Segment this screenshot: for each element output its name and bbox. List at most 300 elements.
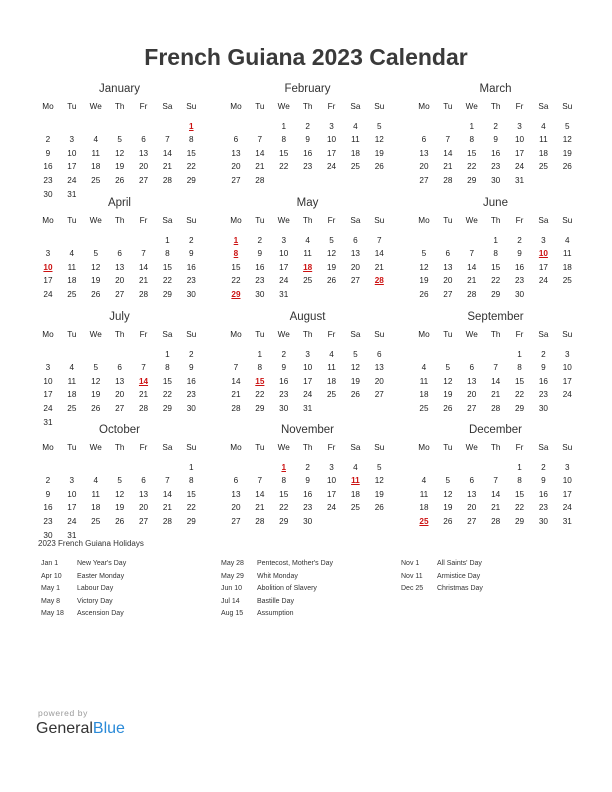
day-cell: 13 — [374, 363, 384, 373]
day-cell: 4 — [421, 363, 427, 373]
day-cell: 11 — [539, 135, 548, 145]
holiday-row — [41, 558, 126, 571]
day-cell: 28 — [491, 516, 501, 526]
day-cell: 5 — [421, 249, 427, 259]
day-cell: 16 — [491, 148, 501, 158]
day-cell: 22 — [186, 162, 196, 172]
weekday-header: Mo — [230, 443, 242, 452]
empty-cell — [460, 234, 484, 248]
weekday-header: Th — [490, 443, 501, 452]
day-cell: 8 — [165, 249, 170, 259]
day-cell: 21 — [374, 262, 384, 272]
day-cell: 16 — [538, 376, 548, 386]
day-cell: 8 — [281, 135, 286, 145]
empty-cell — [224, 120, 248, 134]
weekday-header: Su — [562, 102, 573, 111]
day-cell: 2 — [281, 349, 286, 359]
day-cell: 4 — [305, 235, 310, 245]
day-cell: 24 — [279, 276, 289, 286]
weekday-header: Th — [302, 330, 313, 339]
month-april — [36, 196, 203, 302]
day-cell: 28 — [467, 289, 477, 299]
empty-cell — [132, 120, 156, 134]
day-cell: 1 — [165, 235, 170, 245]
day-cell: 16 — [514, 262, 525, 272]
day-cell: 28 — [491, 403, 501, 413]
day-cell: 25 — [419, 403, 429, 413]
day-cell: 19 — [115, 503, 125, 513]
holiday-name: Abolition of Slavery — [257, 585, 317, 593]
holiday-day: 1 — [281, 462, 286, 472]
day-cell: 31 — [67, 189, 77, 199]
day-cell: 5 — [445, 476, 451, 486]
day-cell: 3 — [541, 235, 546, 245]
day-cell: 26 — [350, 390, 360, 400]
weekday-header: Mo — [418, 102, 430, 111]
day-cell: 9 — [493, 135, 498, 145]
weekday-header: We — [277, 330, 290, 339]
weekday-header: Sa — [538, 330, 549, 339]
day-cell: 11 — [419, 489, 429, 499]
month-days-grid — [224, 441, 391, 529]
weekday-header: Su — [374, 330, 385, 339]
day-cell: 8 — [257, 363, 263, 373]
month-days-grid — [412, 214, 579, 302]
day-cell: 16 — [279, 376, 289, 386]
day-cell: 3 — [69, 135, 75, 145]
day-cell: 5 — [117, 476, 122, 486]
day-cell: 14 — [255, 489, 265, 499]
empty-cell — [436, 234, 460, 248]
day-cell: 2 — [517, 235, 522, 245]
weekday-header: Fr — [327, 102, 336, 111]
weekday-header: Th — [114, 443, 125, 452]
powered-by-text: powered by — [38, 708, 88, 718]
weekday-header: Sa — [162, 102, 173, 111]
day-cell: 14 — [467, 262, 477, 272]
holiday-row — [41, 596, 126, 609]
day-cell: 7 — [445, 135, 451, 145]
day-cell: 1 — [469, 121, 474, 131]
day-cell: 13 — [443, 262, 453, 272]
day-cell: 15 — [514, 376, 525, 386]
day-cell: 28 — [255, 516, 265, 526]
day-cell: 24 — [562, 503, 572, 513]
weekday-header: We — [277, 216, 290, 225]
day-cell: 17 — [326, 148, 337, 158]
day-cell: 19 — [91, 276, 101, 286]
holiday-row — [41, 608, 126, 621]
day-cell: 1 — [189, 462, 194, 472]
day-cell: 4 — [421, 476, 427, 486]
holidays-title: 2023 French Guiana Holidays — [38, 539, 144, 548]
day-cell: 25 — [326, 390, 337, 400]
weekday-header: Fr — [139, 443, 148, 452]
day-cell: 20 — [419, 162, 429, 172]
weekday-header: Tu — [443, 216, 453, 225]
day-cell: 16 — [186, 376, 196, 386]
day-cell: 24 — [562, 390, 572, 400]
day-cell: 4 — [93, 135, 98, 145]
day-cell: 13 — [115, 262, 125, 272]
day-cell: 29 — [514, 516, 525, 526]
day-cell: 14 — [491, 376, 501, 386]
day-cell: 22 — [467, 162, 477, 172]
day-cell: 22 — [514, 390, 525, 400]
day-cell: 21 — [162, 503, 172, 513]
day-cell: 9 — [257, 249, 263, 259]
day-cell: 23 — [255, 276, 265, 286]
weekday-header: Sa — [162, 443, 173, 452]
day-cell: 16 — [538, 489, 548, 499]
day-cell: 17 — [67, 503, 77, 513]
day-cell: 6 — [141, 476, 146, 486]
day-cell: 26 — [374, 162, 384, 172]
weekday-header: Mo — [230, 216, 242, 225]
day-cell: 14 — [491, 489, 501, 499]
day-cell: 15 — [186, 489, 196, 499]
logo-general: General — [36, 720, 93, 737]
day-cell: 20 — [115, 276, 125, 286]
day-cell: 27 — [115, 289, 125, 299]
day-cell: 10 — [67, 489, 77, 499]
empty-cell — [108, 120, 132, 134]
day-cell: 25 — [67, 403, 77, 413]
day-cell: 19 — [443, 390, 453, 400]
month-february — [224, 82, 391, 188]
holiday-day: 10 — [538, 249, 548, 259]
day-cell: 2 — [257, 235, 263, 245]
day-cell: 9 — [281, 363, 286, 373]
month-days-grid — [36, 100, 203, 201]
day-cell: 29 — [467, 175, 477, 185]
month-name: June — [483, 197, 508, 209]
day-cell: 20 — [443, 276, 453, 286]
day-cell: 24 — [67, 175, 77, 185]
day-cell: 21 — [162, 162, 172, 172]
empty-cell — [412, 348, 436, 362]
day-cell: 6 — [117, 363, 122, 373]
generalblue-logo[interactable] — [36, 720, 125, 738]
empty-cell — [132, 348, 156, 362]
day-cell: 4 — [541, 121, 546, 131]
day-cell: 12 — [443, 376, 453, 386]
weekday-header: We — [89, 443, 102, 452]
weekday-header: Tu — [67, 443, 77, 452]
day-cell: 20 — [350, 262, 360, 272]
month-march — [412, 82, 579, 188]
day-cell: 13 — [138, 148, 149, 158]
weekday-header: Mo — [418, 330, 430, 339]
weekday-header: We — [89, 330, 102, 339]
month-days-grid — [224, 328, 391, 416]
day-cell: 4 — [353, 121, 358, 131]
day-cell: 18 — [91, 162, 101, 172]
day-cell: 30 — [43, 530, 53, 540]
day-cell: 12 — [562, 135, 572, 145]
weekday-header: Su — [374, 102, 385, 111]
month-days-grid — [412, 441, 579, 529]
empty-cell — [60, 461, 84, 475]
day-cell: 4 — [93, 476, 98, 486]
holiday-date: Nov 1 — [401, 560, 420, 567]
weekday-header: Mo — [42, 102, 54, 111]
day-cell: 25 — [350, 503, 360, 513]
day-cell: 12 — [115, 148, 125, 158]
day-cell: 17 — [562, 376, 572, 386]
month-november — [224, 423, 391, 529]
day-cell: 20 — [231, 162, 241, 172]
day-cell: 12 — [374, 135, 384, 145]
day-cell: 23 — [303, 503, 313, 513]
day-cell: 2 — [305, 462, 310, 472]
day-cell: 5 — [445, 363, 451, 373]
day-cell: 18 — [67, 390, 77, 400]
day-cell: 21 — [467, 276, 477, 286]
weekday-header: We — [465, 216, 478, 225]
day-cell: 26 — [326, 276, 337, 286]
day-cell: 13 — [231, 148, 241, 158]
holiday-date: Dec 25 — [401, 585, 424, 593]
day-cell: 27 — [350, 276, 360, 286]
day-cell: 2 — [189, 349, 194, 359]
day-cell: 31 — [279, 289, 289, 299]
empty-cell — [412, 234, 436, 248]
day-cell: 23 — [43, 516, 53, 526]
day-cell: 3 — [329, 121, 334, 131]
empty-cell — [436, 461, 460, 475]
holiday-date: May 8 — [41, 597, 61, 605]
day-cell: 28 — [138, 289, 149, 299]
day-cell: 30 — [43, 189, 53, 199]
day-cell: 26 — [562, 162, 572, 172]
empty-cell — [36, 234, 60, 248]
day-cell: 30 — [186, 289, 196, 299]
holiday-name: Victory Day — [77, 597, 113, 605]
day-cell: 19 — [419, 276, 429, 286]
day-cell: 2 — [305, 121, 310, 131]
day-cell: 28 — [162, 516, 172, 526]
holiday-date: May 29 — [221, 572, 244, 580]
day-cell: 22 — [162, 276, 172, 286]
day-cell: 27 — [231, 516, 241, 526]
day-cell: 22 — [279, 503, 289, 513]
day-cell: 29 — [279, 516, 289, 526]
weekday-header: Sa — [350, 443, 361, 452]
day-cell: 21 — [255, 503, 265, 513]
day-cell: 22 — [514, 503, 525, 513]
day-cell: 11 — [67, 376, 77, 386]
day-cell: 3 — [565, 462, 570, 472]
day-cell: 29 — [186, 516, 196, 526]
weekday-header: We — [465, 330, 478, 339]
weekday-header: We — [277, 443, 290, 452]
holiday-name: Pentecost, Mother's Day — [257, 560, 334, 567]
day-cell: 7 — [165, 476, 170, 486]
day-cell: 2 — [493, 121, 498, 131]
day-cell: 25 — [67, 289, 77, 299]
day-cell: 10 — [562, 363, 572, 373]
day-cell: 23 — [538, 503, 548, 513]
month-january — [36, 82, 203, 201]
day-cell: 2 — [189, 235, 194, 245]
weekday-header: Mo — [230, 330, 242, 339]
day-cell: 3 — [517, 121, 522, 131]
day-cell: 21 — [231, 390, 241, 400]
day-cell: 8 — [281, 476, 286, 486]
month-days-grid — [412, 328, 579, 416]
month-december — [412, 423, 579, 529]
day-cell: 7 — [469, 249, 474, 259]
day-cell: 16 — [303, 489, 313, 499]
empty-cell — [36, 461, 60, 475]
weekday-header: Sa — [162, 330, 173, 339]
holiday-row — [221, 583, 333, 596]
day-cell: 1 — [281, 121, 286, 131]
day-cell: 25 — [350, 162, 360, 172]
empty-cell — [436, 120, 460, 134]
holiday-name: Armistice Day — [437, 572, 481, 580]
empty-cell — [132, 461, 156, 475]
weekday-header: Fr — [515, 102, 524, 111]
holiday-date: May 18 — [41, 610, 64, 618]
day-cell: 9 — [45, 489, 51, 499]
day-cell: 29 — [162, 403, 172, 413]
day-cell: 30 — [279, 403, 289, 413]
day-cell: 11 — [419, 376, 429, 386]
day-cell: 26 — [115, 175, 125, 185]
holiday-date: Nov 11 — [401, 572, 423, 580]
day-cell: 12 — [419, 262, 429, 272]
weekday-header: Fr — [327, 216, 336, 225]
day-cell: 14 — [443, 148, 453, 158]
month-name: November — [280, 424, 335, 436]
empty-cell — [84, 120, 108, 134]
day-cell: 29 — [255, 403, 265, 413]
day-cell: 28 — [255, 175, 265, 185]
day-cell: 6 — [469, 363, 474, 373]
month-days-grid — [224, 100, 391, 188]
day-cell: 5 — [93, 363, 98, 373]
day-cell: 25 — [538, 162, 548, 172]
holiday-name: Assumption — [257, 610, 294, 618]
day-cell: 9 — [541, 363, 546, 373]
day-cell: 12 — [443, 489, 453, 499]
day-cell: 6 — [445, 249, 451, 259]
weekday-header: We — [89, 216, 102, 225]
weekday-header: Su — [374, 216, 385, 225]
day-cell: 4 — [69, 249, 75, 259]
day-cell: 13 — [138, 489, 149, 499]
holiday-row — [401, 583, 483, 596]
holiday-name: Bastille Day — [257, 597, 294, 605]
weekday-header: Sa — [538, 443, 549, 452]
month-name: May — [296, 197, 319, 209]
holiday-row — [221, 558, 333, 571]
day-cell: 9 — [189, 249, 194, 259]
empty-cell — [412, 461, 436, 475]
day-cell: 26 — [419, 289, 429, 299]
empty-cell — [248, 120, 272, 134]
day-cell: 28 — [162, 175, 172, 185]
day-cell: 24 — [326, 503, 337, 513]
holiday-date: May 28 — [221, 560, 244, 567]
holiday-day: 18 — [303, 262, 313, 272]
month-name: July — [109, 311, 130, 323]
empty-cell — [84, 234, 108, 248]
holiday-day: 10 — [43, 262, 53, 272]
day-cell: 19 — [374, 148, 384, 158]
day-cell: 31 — [562, 516, 572, 526]
day-cell: 6 — [233, 476, 239, 486]
weekday-header: Sa — [162, 216, 173, 225]
empty-cell — [36, 348, 60, 362]
day-cell: 12 — [326, 249, 337, 259]
day-cell: 5 — [353, 349, 358, 359]
weekday-header: Fr — [139, 216, 148, 225]
weekday-header: Th — [114, 102, 125, 111]
weekday-header: Sa — [350, 102, 361, 111]
day-cell: 23 — [279, 390, 289, 400]
day-cell: 11 — [303, 249, 312, 259]
weekday-header: Su — [374, 443, 385, 452]
holiday-name: Christmas Day — [437, 585, 483, 593]
weekday-header: Tu — [67, 102, 77, 111]
weekday-header: Sa — [538, 102, 549, 111]
day-cell: 29 — [186, 175, 196, 185]
holiday-date: May 1 — [41, 585, 61, 593]
weekday-header: Su — [562, 443, 573, 452]
day-cell: 3 — [329, 462, 334, 472]
holiday-date: Aug 15 — [221, 610, 244, 618]
day-cell: 2 — [541, 462, 546, 472]
month-name: January — [99, 83, 140, 95]
day-cell: 3 — [281, 235, 286, 245]
day-cell: 19 — [350, 376, 360, 386]
day-cell: 3 — [69, 476, 75, 486]
day-cell: 26 — [115, 516, 125, 526]
day-cell: 9 — [45, 148, 51, 158]
holiday-day: 14 — [138, 376, 149, 386]
day-cell: 9 — [517, 249, 522, 259]
month-name: August — [289, 311, 326, 323]
day-cell: 19 — [562, 148, 572, 158]
day-cell: 25 — [91, 175, 101, 185]
empty-cell — [460, 348, 484, 362]
day-cell: 30 — [186, 403, 196, 413]
day-cell: 20 — [115, 390, 125, 400]
day-cell: 5 — [565, 121, 570, 131]
weekday-header: Tu — [255, 330, 265, 339]
day-cell: 18 — [419, 390, 429, 400]
weekday-header: Th — [302, 443, 313, 452]
empty-cell — [108, 234, 132, 248]
day-cell: 15 — [279, 489, 289, 499]
day-cell: 6 — [421, 135, 427, 145]
month-may — [224, 196, 391, 302]
weekday-header: Sa — [350, 216, 361, 225]
month-days-grid — [36, 214, 203, 302]
day-cell: 26 — [443, 403, 453, 413]
day-cell: 21 — [443, 162, 453, 172]
weekday-header: Fr — [515, 443, 524, 452]
day-cell: 2 — [45, 135, 51, 145]
day-cell: 7 — [233, 363, 239, 373]
day-cell: 17 — [43, 390, 53, 400]
day-cell: 2 — [541, 349, 546, 359]
day-cell: 14 — [255, 148, 265, 158]
day-cell: 28 — [138, 403, 149, 413]
